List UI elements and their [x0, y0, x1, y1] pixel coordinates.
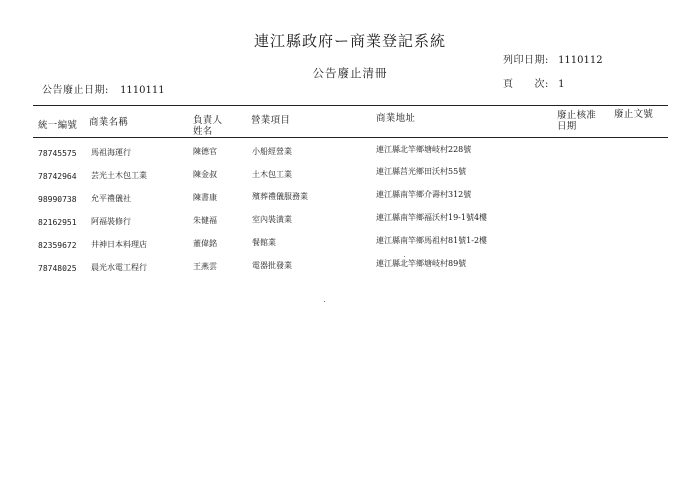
column-header-approval-line2: 日期 [557, 121, 577, 132]
page-number [503, 80, 564, 90]
row-2-business: 土木包工業 [252, 170, 292, 179]
column-header-approval-line1: 廢止核准 [557, 110, 597, 121]
document-subtitle: 公告廢止清冊 [312, 66, 388, 80]
row-2-address: 連江縣莒光鄉田沃村55號 [376, 167, 467, 176]
announce-date-value: 1110111 [120, 85, 165, 96]
header-top-rule [33, 105, 668, 106]
row-4-owner: 朱健福 [193, 216, 217, 225]
row-1-name: 馬祖海運行 [91, 148, 131, 157]
row-5-business: 餐館業 [252, 238, 276, 247]
page-number-label: 頁 次: [503, 79, 549, 90]
column-header-owner-line1: 負責人 [193, 115, 223, 126]
row-1-business: 小船經營業 [252, 147, 292, 156]
print-date-label: 列印日期: [503, 55, 549, 66]
document-title: 連江縣政府ー商業登記系統 [253, 32, 446, 50]
header-bottom-rule [33, 137, 668, 138]
row-2-owner: 陳金叔 [193, 170, 217, 179]
row-4-id: 82162951 [38, 218, 77, 227]
scan-speck [404, 256, 405, 257]
row-1-address: 連江縣北竿鄉塘岐村228號 [376, 145, 472, 154]
row-6-owner: 王燕雲 [193, 262, 217, 271]
column-header-address: 商業地址 [376, 113, 416, 124]
row-1-owner: 陳德官 [193, 147, 217, 156]
scan-speck [324, 301, 325, 302]
row-6-id: 78748025 [38, 264, 77, 273]
row-4-address: 連江縣南竿鄉福沃村19-1號4樓 [376, 213, 488, 222]
row-5-name: 井神日本料理店 [91, 240, 147, 249]
print-date [503, 56, 603, 66]
print-date-value: 1110112 [558, 55, 603, 66]
row-5-address: 連江縣南竿鄉馬祖村81號1-2樓 [376, 236, 488, 245]
row-3-owner: 陳書康 [193, 193, 217, 202]
row-6-name: 晨光水電工程行 [91, 263, 147, 272]
row-6-address: 連江縣北竿鄉塘岐村89號 [376, 259, 467, 268]
announce-date-label: 公告廢止日期: [42, 85, 109, 96]
column-header-id: 統一編號 [38, 120, 78, 131]
announce-date [42, 86, 165, 96]
column-header-doc-no: 廢止文號 [614, 109, 654, 120]
column-header-name: 商業名稱 [89, 117, 129, 128]
row-3-business: 殯葬禮儀服務業 [252, 192, 308, 201]
column-header-business: 營業項目 [251, 115, 291, 126]
row-5-owner: 董偉銘 [193, 239, 217, 248]
row-1-id: 78745575 [38, 149, 77, 158]
column-header-owner-line2: 姓名 [193, 126, 213, 137]
page-number-value: 1 [558, 79, 565, 90]
row-5-id: 82359672 [38, 241, 77, 250]
row-3-name: 允平禮儀社 [91, 194, 131, 203]
row-2-id: 78742964 [38, 172, 77, 181]
row-4-name: 阿福裝修行 [91, 217, 131, 226]
row-3-id: 98990738 [38, 195, 77, 204]
row-6-business: 電器批發業 [252, 261, 292, 270]
row-3-address: 連江縣南竿鄉介壽村312號 [376, 190, 472, 199]
row-2-name: 芸光土木包工業 [91, 171, 147, 180]
row-4-business: 室內裝潢業 [252, 215, 292, 224]
